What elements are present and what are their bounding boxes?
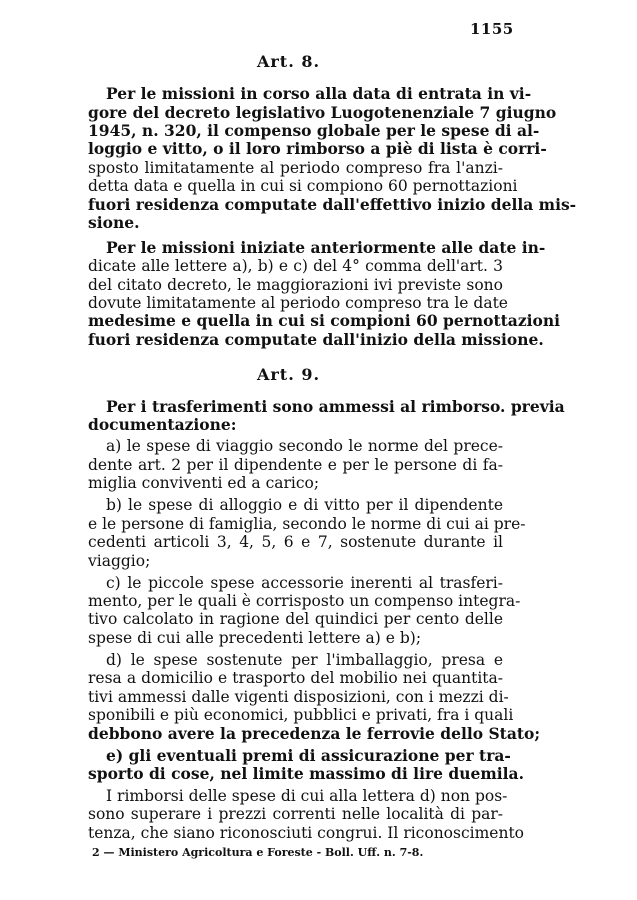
text-line: Per le missioni iniziate anteriormente alle date in- <box>106 238 546 257</box>
text-line: tivi ammessi dalle vigenti disposizioni, con i mezzi di- <box>88 688 509 706</box>
text-line: detta data e quella in cui si compiono 60 pernottazioni <box>88 177 518 195</box>
text-line: sono superare i prezzi correnti nelle località di par- <box>88 805 503 823</box>
text-line: Per le missioni in corso alla data di entrata in vi- <box>106 84 532 103</box>
text-line: mento, per le quali è corrisposto un compenso integra- <box>88 592 521 610</box>
page-footer: 2 — Ministero Agricoltura e Foreste - Boll. Uff. n. 7-8. <box>92 846 424 859</box>
text-line: sione. <box>88 213 140 232</box>
text-line: sporto di cose, nel limite massimo di lire duemila. <box>88 764 524 783</box>
text-line: resa a domicilio e trasporto del mobilio nei quantita- <box>88 669 503 687</box>
text-line: Per i trasferimenti sono ammessi al rimborso. previa <box>106 397 565 416</box>
text-line: loggio e vitto, o il loro rimborso a piè di lista è corri- <box>88 139 547 158</box>
text-line: a) le spese di viaggio secondo le norme del prece- <box>106 437 503 455</box>
text-line: tivo calcolato in ragione del quindici per cento delle <box>88 610 503 628</box>
text-line: medesime e quella in cui si compioni 60 pernottazioni <box>88 311 561 330</box>
text-line: miglia conviventi ed a carico; <box>88 474 320 492</box>
text-line: dicate alle lettere a), b) e c) del 4° comma dell'art. 3 <box>88 257 503 275</box>
text-line: dovute limitatamente al periodo compreso tra le date <box>88 294 508 312</box>
article-heading: Art. 9. <box>256 365 321 384</box>
text-line: d) le spese sostenute per l'imballaggio, presa e <box>106 651 503 669</box>
article-heading: Art. 8. <box>256 52 321 71</box>
text-line: I rimborsi delle spese di cui alla lettera d) non pos- <box>106 787 508 805</box>
text-line: sposto limitatamente al periodo compreso fra l'anzi- <box>88 159 503 177</box>
text-line: documentazione: <box>88 415 237 434</box>
text-line: debbono avere la precedenza le ferrovie dello Stato; <box>88 724 541 743</box>
text-line: 1945, n. 320, il compenso globale per le spese di al- <box>88 121 540 140</box>
text-line: gore del decreto legislativo Luogotenenziale 7 giugno <box>88 103 557 122</box>
text-line: b) le spese di alloggio e di vitto per il dipendente <box>106 496 503 514</box>
text-line: tenza, che siano riconosciuti congrui. Il riconoscimento <box>88 824 525 842</box>
text-line: e le persone di famiglia, secondo le norme di cui ai pre- <box>88 515 526 533</box>
text-line: dente art. 2 per il dipendente e per le persone di fa- <box>88 456 503 474</box>
text-line: spese di cui alle precedenti lettere a) e b); <box>88 629 422 647</box>
text-line: del citato decreto, le maggiorazioni ivi previste sono <box>88 276 503 294</box>
text-line: sponibili e più economici, pubblici e privati, fra i quali <box>88 706 514 724</box>
text-line: cedenti articoli 3, 4, 5, 6 e 7, sostenute durante il <box>88 533 503 551</box>
text-line: fuori residenza computate dall'inizio della missione. <box>88 330 544 349</box>
text-line: fuori residenza computate dall'effettivo inizio della mis- <box>88 195 577 214</box>
text-line: e) gli eventuali premi di assicurazione per tra- <box>106 746 511 765</box>
text-line: viaggio; <box>88 552 151 570</box>
text-line: c) le piccole spese accessorie inerenti al trasferi- <box>106 574 503 592</box>
page-number: 1155 <box>470 20 514 38</box>
